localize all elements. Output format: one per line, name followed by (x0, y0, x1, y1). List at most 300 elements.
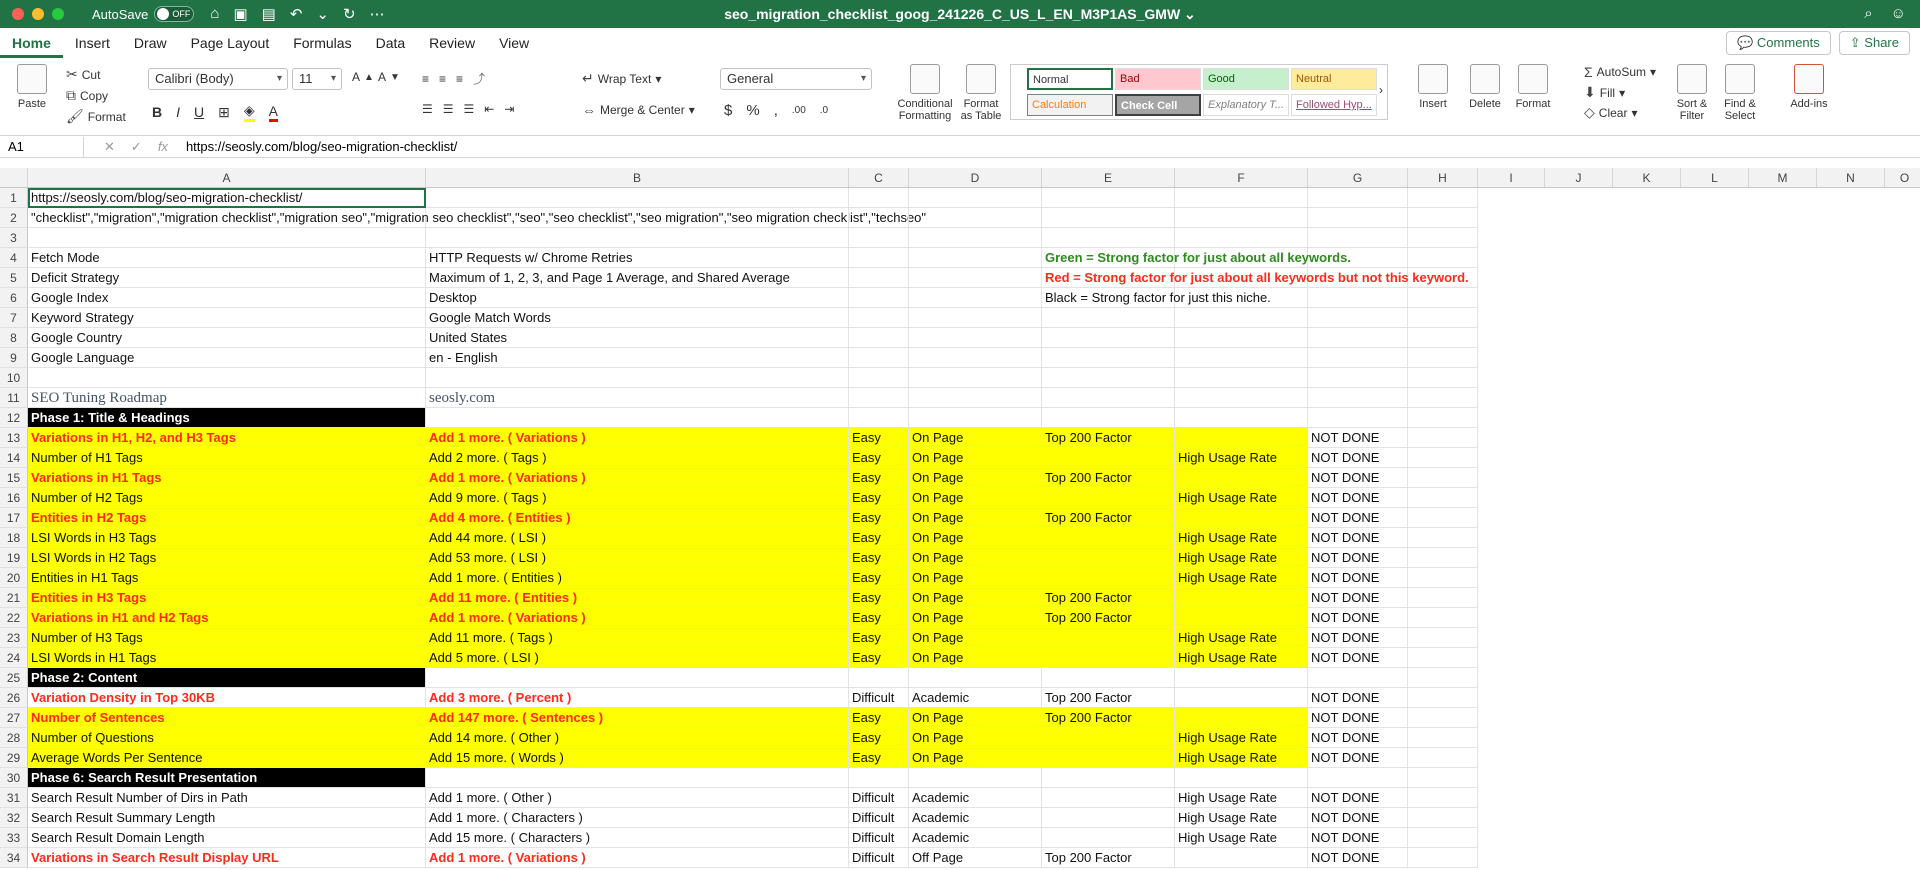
cell-g17[interactable]: NOT DONE (1308, 508, 1408, 528)
cell-b16[interactable]: Add 9 more. ( Tags ) (426, 488, 849, 508)
cell-a25[interactable]: Phase 2: Content (28, 668, 426, 688)
cell-b11[interactable]: seosly.com (426, 388, 849, 408)
name-box[interactable]: A1 (0, 137, 84, 157)
style-calculation[interactable]: Calculation (1027, 94, 1113, 116)
row-header[interactable]: 13 (0, 428, 28, 448)
cell-a18[interactable]: LSI Words in H3 Tags (28, 528, 426, 548)
delete-cells-button[interactable]: Delete (1462, 64, 1508, 110)
cell-g26[interactable]: NOT DONE (1308, 688, 1408, 708)
cell-h26[interactable] (1408, 688, 1478, 708)
cell-f34[interactable] (1175, 848, 1308, 868)
cell-h33[interactable] (1408, 828, 1478, 848)
orientation-icon[interactable]: ⤴ (473, 72, 486, 86)
cell-h30[interactable] (1408, 768, 1478, 788)
cell-c21[interactable]: Easy (849, 588, 909, 608)
insert-cells-button[interactable]: Insert (1410, 64, 1456, 110)
row-header[interactable]: 33 (0, 828, 28, 848)
cell-h7[interactable] (1408, 308, 1478, 328)
cell-a14[interactable]: Number of H1 Tags (28, 448, 426, 468)
row-header[interactable]: 4 (0, 248, 28, 268)
align-middle-icon[interactable]: ≡ (439, 71, 447, 86)
cell-b31[interactable]: Add 1 more. ( Other ) (426, 788, 849, 808)
cell-f22[interactable] (1175, 608, 1308, 628)
cell-a7[interactable]: Keyword Strategy (28, 308, 426, 328)
cancel-icon[interactable]: ✕ (104, 138, 115, 154)
cell-a10[interactable] (28, 368, 426, 388)
cell-g20[interactable]: NOT DONE (1308, 568, 1408, 588)
decrease-decimal-icon[interactable]: .0 (819, 105, 829, 116)
format-as-table-button[interactable]: Format as Table (956, 64, 1006, 122)
cell-g15[interactable]: NOT DONE (1308, 468, 1408, 488)
cell-e19[interactable] (1042, 548, 1175, 568)
cell-d3[interactable] (909, 228, 1042, 248)
conditional-formatting-button[interactable]: Conditional Formatting (892, 64, 958, 122)
decrease-font-icon[interactable]: A ▼ (378, 70, 400, 84)
cell-g24[interactable]: NOT DONE (1308, 648, 1408, 668)
cell-e33[interactable] (1042, 828, 1175, 848)
cell-c31[interactable]: Difficult (849, 788, 909, 808)
cell-a33[interactable]: Search Result Domain Length (28, 828, 426, 848)
cell-g25[interactable] (1308, 668, 1408, 688)
cell-g16[interactable]: NOT DONE (1308, 488, 1408, 508)
cell-c16[interactable]: Easy (849, 488, 909, 508)
row-header[interactable]: 29 (0, 748, 28, 768)
close-window-button[interactable] (12, 8, 24, 20)
cell-e13[interactable]: Top 200 Factor (1042, 428, 1175, 448)
tab-draw[interactable]: Draw (133, 35, 167, 51)
column-header-a[interactable]: A (28, 168, 426, 187)
cut-button[interactable]: ✂ Cut (66, 66, 101, 82)
fill-color-icon[interactable]: ◈ (244, 102, 255, 122)
column-header-e[interactable]: E (1042, 168, 1175, 187)
cell-h4[interactable] (1408, 248, 1478, 268)
enter-icon[interactable]: ✓ (130, 138, 142, 154)
cell-b18[interactable]: Add 44 more. ( LSI ) (426, 528, 849, 548)
home-icon[interactable]: ⌂ (210, 5, 220, 22)
column-header-i[interactable]: I (1478, 168, 1545, 187)
cell-h18[interactable] (1408, 528, 1478, 548)
cell-b27[interactable]: Add 147 more. ( Sentences ) (426, 708, 849, 728)
borders-icon[interactable]: ⊞ (218, 103, 230, 120)
cell-d21[interactable]: On Page (909, 588, 1042, 608)
cell-e16[interactable] (1042, 488, 1175, 508)
cell-h21[interactable] (1408, 588, 1478, 608)
cell-g18[interactable]: NOT DONE (1308, 528, 1408, 548)
cell-f24[interactable]: High Usage Rate (1175, 648, 1308, 668)
cell-a19[interactable]: LSI Words in H2 Tags (28, 548, 426, 568)
cell-a29[interactable]: Average Words Per Sentence (28, 748, 426, 768)
cell-b1[interactable] (426, 188, 849, 208)
cell-c27[interactable]: Easy (849, 708, 909, 728)
italic-icon[interactable]: I (176, 104, 181, 120)
cell-h28[interactable] (1408, 728, 1478, 748)
currency-icon[interactable]: $ (724, 102, 733, 119)
minimize-window-button[interactable] (32, 8, 44, 20)
increase-font-icon[interactable]: A ▲ (352, 70, 374, 84)
cell-a3[interactable] (28, 228, 426, 248)
cell-h25[interactable] (1408, 668, 1478, 688)
cell-d11[interactable] (909, 388, 1042, 408)
cell-g23[interactable]: NOT DONE (1308, 628, 1408, 648)
cell-g34[interactable]: NOT DONE (1308, 848, 1408, 868)
row-header[interactable]: 28 (0, 728, 28, 748)
cell-b32[interactable]: Add 1 more. ( Characters ) (426, 808, 849, 828)
increase-decimal-icon[interactable]: .00 (791, 105, 806, 116)
cell-g11[interactable] (1308, 388, 1408, 408)
add-ins-button[interactable]: Add-ins (1784, 64, 1834, 110)
tab-insert[interactable]: Insert (74, 35, 110, 51)
cell-c33[interactable]: Difficult (849, 828, 909, 848)
cell-g22[interactable]: NOT DONE (1308, 608, 1408, 628)
cell-b3[interactable] (426, 228, 849, 248)
comma-icon[interactable]: , (773, 102, 778, 119)
column-header-h[interactable]: H (1408, 168, 1478, 187)
cell-a16[interactable]: Number of H2 Tags (28, 488, 426, 508)
cell-e28[interactable] (1042, 728, 1175, 748)
cell-f23[interactable]: High Usage Rate (1175, 628, 1308, 648)
cell-d2[interactable] (909, 208, 1042, 228)
cell-g1[interactable] (1308, 188, 1408, 208)
cell-a27[interactable]: Number of Sentences (28, 708, 426, 728)
row-header[interactable]: 18 (0, 528, 28, 548)
style-followed-hyperlink[interactable]: Followed Hyp... (1291, 94, 1377, 116)
row-header[interactable]: 27 (0, 708, 28, 728)
cell-b23[interactable]: Add 11 more. ( Tags ) (426, 628, 849, 648)
row-header[interactable]: 15 (0, 468, 28, 488)
cell-e4[interactable]: Green = Strong factor for just about all keywords. (1042, 248, 1175, 268)
cell-h22[interactable] (1408, 608, 1478, 628)
cell-f12[interactable] (1175, 408, 1308, 428)
cell-g9[interactable] (1308, 348, 1408, 368)
cell-e24[interactable] (1042, 648, 1175, 668)
cell-e34[interactable]: Top 200 Factor (1042, 848, 1175, 868)
row-header[interactable]: 20 (0, 568, 28, 588)
cell-h27[interactable] (1408, 708, 1478, 728)
cell-c9[interactable] (849, 348, 909, 368)
cell-b19[interactable]: Add 53 more. ( LSI ) (426, 548, 849, 568)
cell-a26[interactable]: Variation Density in Top 30KB (28, 688, 426, 708)
cell-a34[interactable]: Variations in Search Result Display URL (28, 848, 426, 868)
underline-icon[interactable]: U (194, 104, 205, 120)
cell-a31[interactable]: Search Result Number of Dirs in Path (28, 788, 426, 808)
cell-g7[interactable] (1308, 308, 1408, 328)
cell-h20[interactable] (1408, 568, 1478, 588)
cell-e18[interactable] (1042, 528, 1175, 548)
cell-b12[interactable] (426, 408, 849, 428)
cell-e10[interactable] (1042, 368, 1175, 388)
cell-g8[interactable] (1308, 328, 1408, 348)
row-header[interactable]: 24 (0, 648, 28, 668)
more-icon[interactable]: ⋯ (369, 6, 385, 23)
cell-b21[interactable]: Add 11 more. ( Entities ) (426, 588, 849, 608)
cell-f2[interactable] (1175, 208, 1308, 228)
cell-e32[interactable] (1042, 808, 1175, 828)
cell-h8[interactable] (1408, 328, 1478, 348)
cell-c23[interactable]: Easy (849, 628, 909, 648)
cell-c17[interactable]: Easy (849, 508, 909, 528)
cell-a1[interactable]: https://seosly.com/blog/seo-migration-checklist/ (28, 188, 426, 208)
cell-e15[interactable]: Top 200 Factor (1042, 468, 1175, 488)
cell-c4[interactable] (849, 248, 909, 268)
find-select-button[interactable]: Find & Select (1718, 64, 1762, 122)
cell-a30[interactable]: Phase 6: Search Result Presentation (28, 768, 426, 788)
style-bad[interactable]: Bad (1115, 68, 1201, 90)
cell-h9[interactable] (1408, 348, 1478, 368)
cell-c18[interactable]: Easy (849, 528, 909, 548)
font-name-select[interactable]: Calibri (Body) ▾ (148, 68, 288, 90)
cell-e17[interactable]: Top 200 Factor (1042, 508, 1175, 528)
cell-a23[interactable]: Number of H3 Tags (28, 628, 426, 648)
cell-h13[interactable] (1408, 428, 1478, 448)
cell-h34[interactable] (1408, 848, 1478, 868)
cell-e12[interactable] (1042, 408, 1175, 428)
tab-view[interactable]: View (499, 35, 530, 51)
cell-d12[interactable] (909, 408, 1042, 428)
cell-c10[interactable] (849, 368, 909, 388)
cell-e7[interactable] (1042, 308, 1175, 328)
sort-filter-button[interactable]: Sort & Filter (1670, 64, 1714, 122)
cell-f29[interactable]: High Usage Rate (1175, 748, 1308, 768)
cell-f26[interactable] (1175, 688, 1308, 708)
cell-e26[interactable]: Top 200 Factor (1042, 688, 1175, 708)
cell-f31[interactable]: High Usage Rate (1175, 788, 1308, 808)
select-all-corner[interactable] (0, 168, 28, 187)
decrease-indent-icon[interactable]: ⇤ (484, 102, 495, 116)
cell-g14[interactable]: NOT DONE (1308, 448, 1408, 468)
cell-e14[interactable] (1042, 448, 1175, 468)
cell-f15[interactable] (1175, 468, 1308, 488)
cell-g31[interactable]: NOT DONE (1308, 788, 1408, 808)
cell-c2[interactable] (849, 208, 909, 228)
column-header-f[interactable]: F (1175, 168, 1308, 187)
row-header[interactable]: 12 (0, 408, 28, 428)
cell-d20[interactable]: On Page (909, 568, 1042, 588)
cell-g30[interactable] (1308, 768, 1408, 788)
cell-d1[interactable] (909, 188, 1042, 208)
cell-f30[interactable] (1175, 768, 1308, 788)
cell-h11[interactable] (1408, 388, 1478, 408)
cell-f21[interactable] (1175, 588, 1308, 608)
row-header[interactable]: 7 (0, 308, 28, 328)
cell-d19[interactable]: On Page (909, 548, 1042, 568)
paste-button[interactable]: Paste (10, 64, 54, 110)
cell-h10[interactable] (1408, 368, 1478, 388)
cell-d24[interactable]: On Page (909, 648, 1042, 668)
cell-c24[interactable]: Easy (849, 648, 909, 668)
cell-d22[interactable]: On Page (909, 608, 1042, 628)
cell-c7[interactable] (849, 308, 909, 328)
cell-g3[interactable] (1308, 228, 1408, 248)
cell-c1[interactable] (849, 188, 909, 208)
save-as-icon[interactable]: ▤ (261, 6, 276, 23)
cell-d29[interactable]: On Page (909, 748, 1042, 768)
cell-c13[interactable]: Easy (849, 428, 909, 448)
cell-h19[interactable] (1408, 548, 1478, 568)
number-format-select[interactable]: General ▾ (720, 68, 872, 90)
cell-a17[interactable]: Entities in H2 Tags (28, 508, 426, 528)
cell-d32[interactable]: Academic (909, 808, 1042, 828)
column-header-c[interactable]: C (849, 168, 909, 187)
cell-h2[interactable] (1408, 208, 1478, 228)
share-button[interactable]: ⇪ Share (1839, 31, 1910, 55)
cell-a21[interactable]: Entities in H3 Tags (28, 588, 426, 608)
cell-e20[interactable] (1042, 568, 1175, 588)
wrap-text-button[interactable]: ↵ Wrap Text ▾ (582, 70, 662, 86)
cell-b33[interactable]: Add 15 more. ( Characters ) (426, 828, 849, 848)
cell-f9[interactable] (1175, 348, 1308, 368)
cell-a6[interactable]: Google Index (28, 288, 426, 308)
cell-d7[interactable] (909, 308, 1042, 328)
cell-c29[interactable]: Easy (849, 748, 909, 768)
cell-c5[interactable] (849, 268, 909, 288)
copy-button[interactable]: ⧉ Copy (66, 87, 109, 103)
row-header[interactable]: 17 (0, 508, 28, 528)
format-cells-button[interactable]: Format (1510, 64, 1556, 110)
cell-e21[interactable]: Top 200 Factor (1042, 588, 1175, 608)
row-header[interactable]: 34 (0, 848, 28, 868)
cell-h32[interactable] (1408, 808, 1478, 828)
cell-g10[interactable] (1308, 368, 1408, 388)
cell-d25[interactable] (909, 668, 1042, 688)
cell-a13[interactable]: Variations in H1, H2, and H3 Tags (28, 428, 426, 448)
cell-f14[interactable]: High Usage Rate (1175, 448, 1308, 468)
cell-h3[interactable] (1408, 228, 1478, 248)
cell-e29[interactable] (1042, 748, 1175, 768)
percent-icon[interactable]: % (746, 102, 760, 119)
cell-c15[interactable]: Easy (849, 468, 909, 488)
cell-f27[interactable] (1175, 708, 1308, 728)
cell-d28[interactable]: On Page (909, 728, 1042, 748)
cell-a9[interactable]: Google Language (28, 348, 426, 368)
row-header[interactable]: 9 (0, 348, 28, 368)
cell-e31[interactable] (1042, 788, 1175, 808)
align-left-icon[interactable]: ☰ (422, 102, 433, 116)
row-header[interactable]: 16 (0, 488, 28, 508)
cell-g2[interactable] (1308, 208, 1408, 228)
cell-b25[interactable] (426, 668, 849, 688)
cell-f3[interactable] (1175, 228, 1308, 248)
cell-h29[interactable] (1408, 748, 1478, 768)
account-icon[interactable]: ☺ (1890, 5, 1906, 22)
cell-h23[interactable] (1408, 628, 1478, 648)
cell-b10[interactable] (426, 368, 849, 388)
save-icon[interactable]: ▣ (233, 6, 248, 23)
tab-data[interactable]: Data (375, 35, 406, 51)
cell-c32[interactable]: Difficult (849, 808, 909, 828)
cell-a11[interactable]: SEO Tuning Roadmap (28, 388, 426, 408)
chevron-right-icon[interactable]: › (1379, 83, 1383, 97)
autosave-toggle[interactable]: OFF (154, 6, 194, 22)
cell-a32[interactable]: Search Result Summary Length (28, 808, 426, 828)
merge-center-button[interactable]: ⇔ Merge & Center ▾ (582, 102, 695, 118)
align-right-icon[interactable]: ☰ (463, 102, 475, 116)
cell-f10[interactable] (1175, 368, 1308, 388)
cell-c30[interactable] (849, 768, 909, 788)
row-header[interactable]: 5 (0, 268, 28, 288)
cell-c11[interactable] (849, 388, 909, 408)
cell-d17[interactable]: On Page (909, 508, 1042, 528)
cell-f25[interactable] (1175, 668, 1308, 688)
cell-a12[interactable]: Phase 1: Title & Headings (28, 408, 426, 428)
font-size-select[interactable]: 11 ▾ (292, 68, 342, 90)
undo-icon[interactable]: ↶ (289, 6, 303, 23)
cell-f1[interactable] (1175, 188, 1308, 208)
comments-button[interactable]: 💬 Comments (1726, 31, 1831, 55)
row-header[interactable]: 19 (0, 548, 28, 568)
cell-a4[interactable]: Fetch Mode (28, 248, 426, 268)
cell-d8[interactable] (909, 328, 1042, 348)
row-header[interactable]: 11 (0, 388, 28, 408)
cell-c34[interactable]: Difficult (849, 848, 909, 868)
function-icon[interactable]: fx (157, 138, 168, 154)
cell-e22[interactable]: Top 200 Factor (1042, 608, 1175, 628)
tab-review[interactable]: Review (429, 35, 476, 51)
cell-d30[interactable] (909, 768, 1042, 788)
cell-d4[interactable] (909, 248, 1042, 268)
column-header-m[interactable]: M (1749, 168, 1817, 187)
cell-b6[interactable]: Desktop (426, 288, 849, 308)
row-header[interactable]: 26 (0, 688, 28, 708)
cell-a28[interactable]: Number of Questions (28, 728, 426, 748)
autosum-button[interactable]: Σ AutoSum ▾ (1584, 64, 1657, 80)
cell-c6[interactable] (849, 288, 909, 308)
cell-d5[interactable] (909, 268, 1042, 288)
clear-button[interactable]: ◇ Clear ▾ (1584, 104, 1638, 120)
cell-c12[interactable] (849, 408, 909, 428)
cell-c20[interactable]: Easy (849, 568, 909, 588)
cell-e8[interactable] (1042, 328, 1175, 348)
cell-b7[interactable]: Google Match Words (426, 308, 849, 328)
style-normal[interactable]: Normal (1027, 68, 1113, 90)
cell-e6[interactable]: Black = Strong factor for just this niche. (1042, 288, 1175, 308)
cell-f32[interactable]: High Usage Rate (1175, 808, 1308, 828)
cell-b14[interactable]: Add 2 more. ( Tags ) (426, 448, 849, 468)
align-bottom-icon[interactable]: ≡ (456, 71, 464, 86)
cell-h31[interactable] (1408, 788, 1478, 808)
row-header[interactable]: 1 (0, 188, 28, 208)
cell-f16[interactable]: High Usage Rate (1175, 488, 1308, 508)
cell-b30[interactable] (426, 768, 849, 788)
cell-b24[interactable]: Add 5 more. ( LSI ) (426, 648, 849, 668)
row-header[interactable]: 10 (0, 368, 28, 388)
cell-e11[interactable] (1042, 388, 1175, 408)
cell-f33[interactable]: High Usage Rate (1175, 828, 1308, 848)
row-header[interactable]: 32 (0, 808, 28, 828)
style-good[interactable]: Good (1203, 68, 1289, 90)
cell-a22[interactable]: Variations in H1 and H2 Tags (28, 608, 426, 628)
cell-g33[interactable]: NOT DONE (1308, 828, 1408, 848)
cell-h17[interactable] (1408, 508, 1478, 528)
cell-b26[interactable]: Add 3 more. ( Percent ) (426, 688, 849, 708)
cell-d23[interactable]: On Page (909, 628, 1042, 648)
cell-f19[interactable]: High Usage Rate (1175, 548, 1308, 568)
cell-c14[interactable]: Easy (849, 448, 909, 468)
cell-c25[interactable] (849, 668, 909, 688)
column-header-n[interactable]: N (1817, 168, 1885, 187)
cell-a15[interactable]: Variations in H1 Tags (28, 468, 426, 488)
cell-e27[interactable]: Top 200 Factor (1042, 708, 1175, 728)
cell-b15[interactable]: Add 1 more. ( Variations ) (426, 468, 849, 488)
cell-c8[interactable] (849, 328, 909, 348)
bold-icon[interactable]: B (152, 104, 163, 120)
format-painter-button[interactable]: 🖌 Format (66, 108, 126, 124)
column-header-l[interactable]: L (1681, 168, 1749, 187)
cell-e2[interactable] (1042, 208, 1175, 228)
cell-f20[interactable]: High Usage Rate (1175, 568, 1308, 588)
cell-f17[interactable] (1175, 508, 1308, 528)
cell-b5[interactable]: Maximum of 1, 2, 3, and Page 1 Average, and Shared Average (426, 268, 849, 288)
column-header-b[interactable]: B (426, 168, 849, 187)
